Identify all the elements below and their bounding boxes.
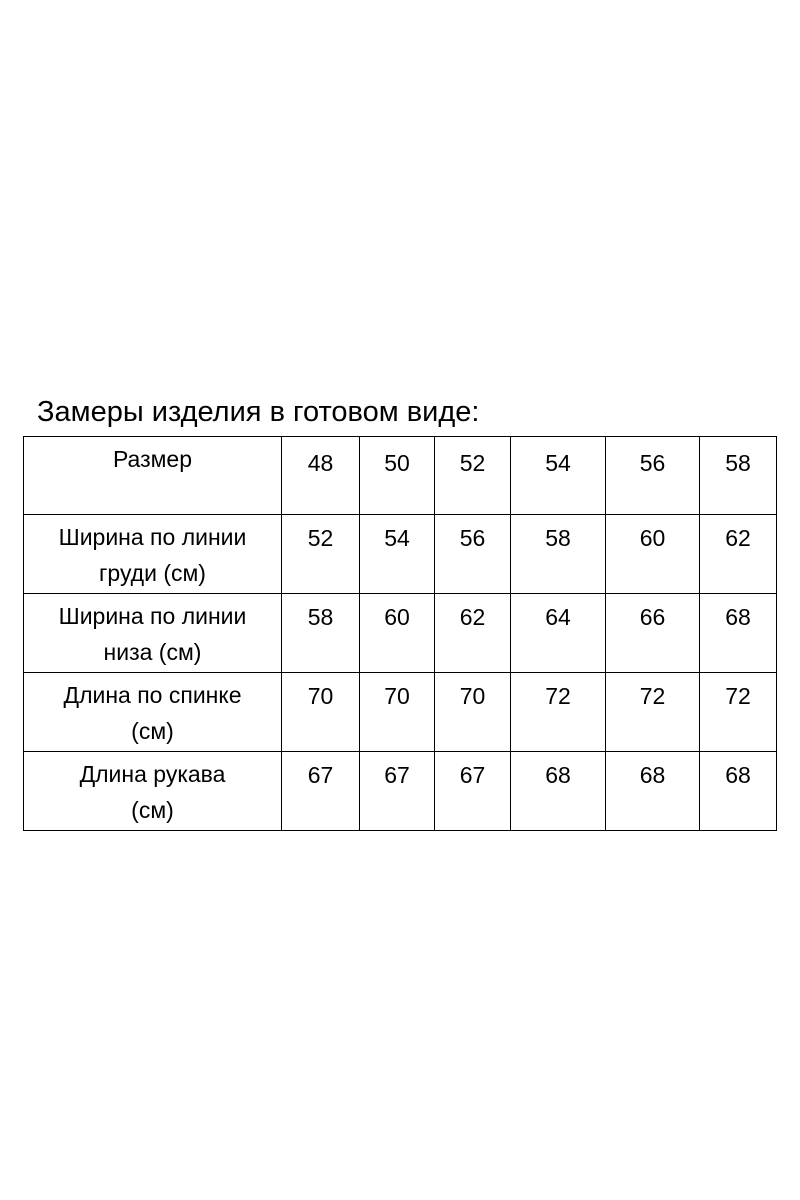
table-cell: 67 — [435, 752, 511, 831]
table-cell: 72 — [700, 673, 777, 752]
table-cell: 62 — [700, 515, 777, 594]
table-cell: 68 — [606, 752, 700, 831]
table-row — [24, 752, 777, 831]
row-label — [24, 515, 282, 594]
table-row — [24, 673, 777, 752]
table-cell: 68 — [511, 752, 606, 831]
table-cell: 68 — [700, 752, 777, 831]
row-label-line: Длина рукава — [79, 761, 226, 787]
row-label — [24, 752, 282, 831]
row-label-line: (см) — [131, 718, 174, 744]
page-title: Замеры изделия в готовом виде: — [37, 396, 480, 428]
row-label-line: груди (см) — [99, 560, 206, 586]
table-cell: 70 — [435, 673, 511, 752]
table-cell: 70 — [360, 673, 435, 752]
size-header: 52 — [435, 437, 511, 515]
table-cell: 60 — [360, 594, 435, 673]
table-cell: 52 — [282, 515, 360, 594]
table-row — [24, 594, 777, 673]
table-cell: 70 — [282, 673, 360, 752]
table-cell: 72 — [511, 673, 606, 752]
row-label-line: (см) — [131, 797, 174, 823]
size-header: 58 — [700, 437, 777, 515]
table-cell: 56 — [435, 515, 511, 594]
size-table — [23, 436, 777, 831]
table-cell: 66 — [606, 594, 700, 673]
table-cell: 72 — [606, 673, 700, 752]
size-header: 54 — [511, 437, 606, 515]
table-cell: 58 — [282, 594, 360, 673]
size-header: 50 — [360, 437, 435, 515]
row-label-line: Ширина по линии — [58, 524, 247, 550]
row-label-line: Длина по спинке — [63, 682, 242, 708]
table-cell: 67 — [360, 752, 435, 831]
table-cell: 64 — [511, 594, 606, 673]
table-cell: 67 — [282, 752, 360, 831]
row-label — [24, 673, 282, 752]
row-label-line: низа (см) — [103, 639, 202, 665]
row-label-line: Ширина по линии — [58, 603, 247, 629]
table-cell: 58 — [511, 515, 606, 594]
table-row — [24, 515, 777, 594]
row-label — [24, 594, 282, 673]
table-header-row — [24, 437, 777, 515]
header-label: Размер — [24, 437, 282, 515]
table-cell: 54 — [360, 515, 435, 594]
table-cell: 68 — [700, 594, 777, 673]
table-cell: 60 — [606, 515, 700, 594]
size-header: 48 — [282, 437, 360, 515]
table-cell: 62 — [435, 594, 511, 673]
size-header: 56 — [606, 437, 700, 515]
